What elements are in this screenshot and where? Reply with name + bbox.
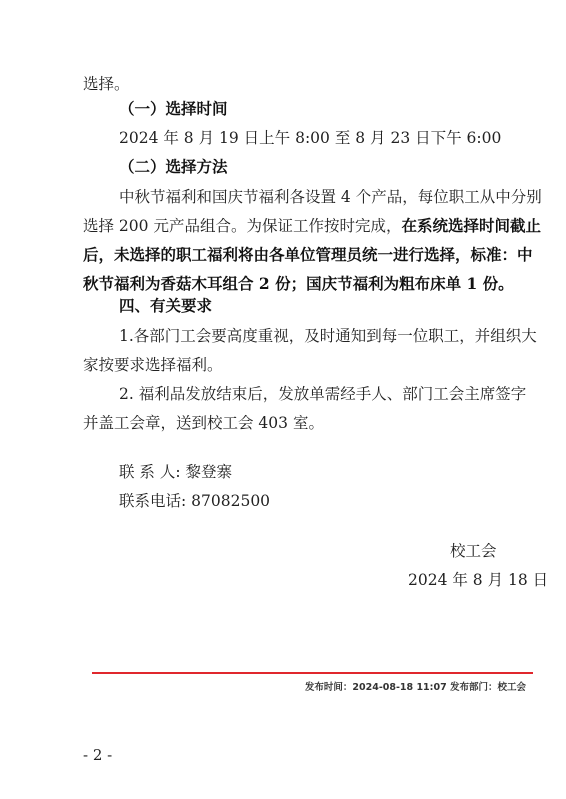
section-heading-requirements: 四、有关要求	[119, 296, 213, 315]
text-line: 1.各部门工会要高度重视，及时通知到每一位职工，并组织大	[119, 327, 537, 345]
signature-org: 校工会	[450, 542, 497, 560]
text-line-bold: 后，未选择的职工福利将由各单位管理员统一进行选择，标准：中	[83, 245, 533, 264]
text-line-bold: 秋节福利为香菇木耳组合 2 份；国庆节福利为粗布床单 1 份。	[83, 274, 514, 293]
signature-date: 2024 年 8 月 18 日	[408, 571, 549, 589]
text-line-mixed	[83, 216, 541, 236]
text-line: 选择。	[83, 75, 130, 93]
text-line: 2024 年 8 月 19 日上午 8:00 至 8 月 23 日下午 6:00	[119, 129, 502, 147]
red-divider-rule	[92, 672, 533, 674]
text-line: 并盖工会章，送到校工会 403 室。	[83, 414, 324, 432]
text-line: 2. 福利品发放结束后，发放单需经手人、部门工会主席签字	[119, 385, 527, 403]
publish-info: 发布时间：2024-08-18 11:07 发布部门：校工会	[304, 682, 526, 693]
page-number: - 2 -	[83, 746, 113, 764]
section-heading-method: （二）选择方法	[119, 157, 228, 176]
contact-person: 联 系 人: 黎登寨	[119, 463, 233, 481]
text-segment: 选择 200 元产品组合。为保证工作按时完成，	[83, 217, 402, 235]
text-line: 家按要求选择福利。	[83, 356, 223, 374]
text-segment-bold: 在系统选择时间截止	[401, 216, 541, 235]
section-heading-time: （一）选择时间	[119, 99, 228, 118]
text-line: 中秋节福利和国庆节福利各设置 4 个产品，每位职工从中分别	[119, 188, 542, 206]
contact-phone: 联系电话: 87082500	[119, 492, 271, 510]
